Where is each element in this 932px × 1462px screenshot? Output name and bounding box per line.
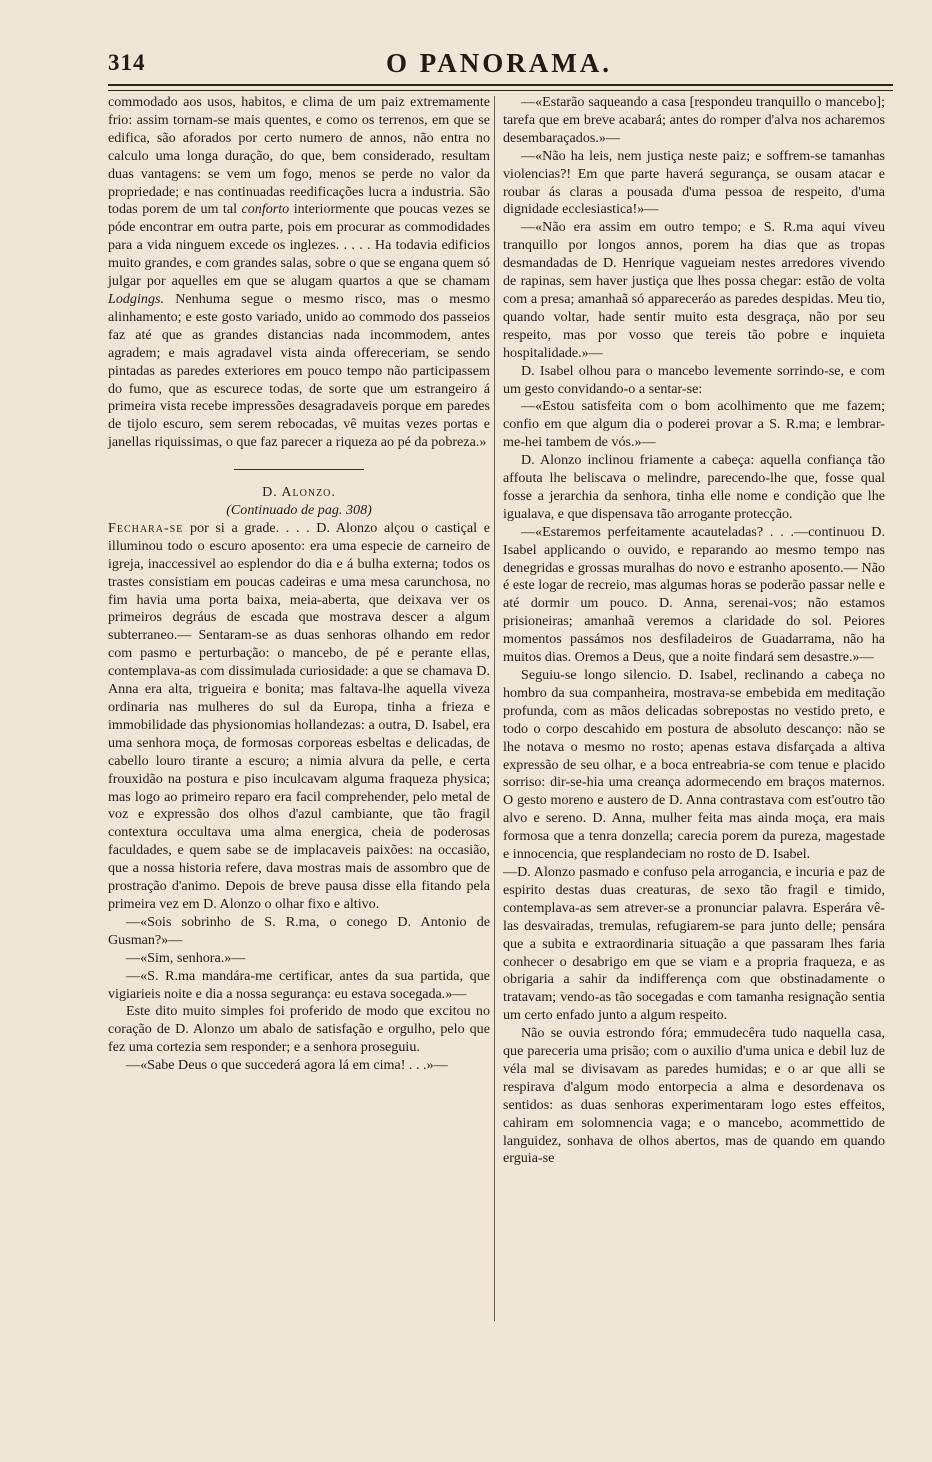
paragraph: —«Estou satisfeita com o bom acolhimento que me fazem; confio em que algum dia o poderei provar a S. R.ma; e lembrar-me-hei tambem de vós.»—	[503, 398, 885, 451]
paragraph: —«Estaremos perfeitamente acauteladas? . . .—continuou D. Isabel applicando o ouvido, e reparando ao mesmo tempo nas denegridas e grossas muralhas do novo e estranho aposento.— Não é este logar de recreio, mas algumas horas se poderão passar nelle e até dormir um pouco. D. Anna, serenai-vos; não estamos prisioneiras; amanhaã veremos a claridade do sol. Peiores momentos passámos nos desfiladeiros de Guadarrama, não ha muitos dias. Oremos a Deus, que a noite findará sem desastre.»—	[503, 523, 885, 666]
paragraph: —«Não ha leis, nem justiça neste paiz; e soffrem-se tamanhas violencias?! Em que parte haverá segurança, se ousam atacar e roubar ás claras a pousada d'uma pessoa de respeito, d'uma dignidade ecclesiastica!»—	[503, 147, 885, 218]
italic-word: Lodgings.	[108, 290, 164, 307]
column-divider	[494, 96, 495, 1321]
section-subtitle: (Continuado de pag. 308)	[226, 502, 372, 519]
paragraph: D. Alonzo inclinou friamente a cabeça: aquella confiança tão affouta lhe beliscava o melindre, parecendo-lhe que, fosse qual fosse a jerarchia da senhora, tinha elle nome e condição que lhe igualava, e que dispensava tão arrogante protecção.	[503, 452, 885, 522]
paragraph: —«S. R.ma mandára-me certificar, antes da sua partida, que vigiarieis noite e dia a nossa segurança: eu estava socegada.»—	[108, 967, 490, 1002]
paragraph: D. Isabel olhou para o mancebo levemente sorrindo-se, e com um gesto convidando-o a sentar-se:	[503, 362, 885, 397]
paragraph: —«Sim, senhora.»—	[126, 949, 246, 966]
paragraph: —«Não era assim em outro tempo; e S. R.ma aqui viveu tranquillo por longos annos, porem ha dias que as tropas desmandadas de D. Henrique vagueiam nestes arredores vivendo de rapinas, sem haver justiça que lhes possa chegar: estão de volta com a presa; amanhaã só appareceráo as paredes despidas. Meu tio, quando voltar, hade sentir muito esta desgraça, não por seu respeito, mas por vosso que tereis tão pobre e inquieta hospitalidade.»—	[503, 219, 885, 361]
header-rule	[108, 84, 893, 91]
section-title: D. Alonzo.	[262, 485, 336, 501]
paragraph: —«Estarão saqueando a casa [respondeu tranquillo o mancebo]; tarefa que em breve acabará; antes do romper d'alva nos acharemos desembaraçados.»—	[503, 94, 885, 146]
right-column	[503, 94, 885, 1168]
paragraph-continuation: commodado aos usos, habitos, e clima de um paiz extremamente frio: assim tornam-se mais quentes, e como os terrenos, em que se edifica, são aforados por certo numero de annos, não entra no calculo uma longa duração, do que, bem considerado, resultam duas vantagens: se vem um fogo, menos se perde no valor da propriedade; e nas continuadas reedificações lucra a industria. São todas porem de um tal conforto interiormente que poucas vezes se póde encontrar em outra parte, pois em procurar as commodidades para a vida ninguem excede os inglezes. . . . . Ha todavia edificios muito grandes, e com grandes salas, sobre o que se engana quem só julgar por aquelles em que se alugam quartos a que se chamam Lodgings. Nenhuma segue o mesmo risco, mas o mesmo alinhamento; e este gosto variado, unido ao commodo dos passeios faz até que as grandes distancias nada incommodem, antes agradem; e mais agradavel vista ainda offereceriam, se sendo pintadas as paredes exteriores em pouco tempo não participassem do fumo, que as escurece todas, de sorte que um estrangeiro á primeira vista recebe impressões desagradaveis porque em paredes de tijolo escuro, sem serem rebocadas, vê muitas vezes portas e janellas riquissimas, o que faz parecer a riqueza ao pé da pobreza.»	[108, 94, 490, 451]
paragraph: Fechara-se por si a grade. . . . D. Alonzo alçou o castiçal e illuminou todo o escuro aposento: era uma especie de carneiro de igreja, inaccessivel ao esplendor do dia e á bulha externa; todos os trastes consistiam em poucas cadeiras e uma mesa carunchosa, no fim havia uma porta baixa, meia-aberta, que deixava ver os primeiros degráus de escada que mostrava descer a algum subterraneo.— Sentaram-se as duas senhoras olhando em redor com pasmo e perturbação: o mancebo, de pé e perante ellas, contemplava-as com dissimulada curiosidade: a que se chamava D. Anna era alta, trigueira e bonita; mas faltava-lhe aquella viveza ordinaria nas mulheres do sul da Europa, tinha a frieza e immobilidade das physionomias hollandezas: a outra, D. Isabel, era uma senhora moça, de formosas corporeas esbeltas e delicadas, de cabello louro tirante a escuro; a nimia alvura da pelle, e certa frouxidão na postura e piso inculcavam alguma fraqueza physica; mas logo ao primeiro reparo era facil comprehender, pelo metal de voz e expressão dos olhos d'azul cambiante, que tão fragil contextura occultava uma alma energica, cheia de poderosas faculdades, e quem sabe se de implacaveis paixões: na occasião, que a nossa historia refere, dava mostras mais de assombro que de prostração d'animo. Depois de breve pausa disse ella fitando pela primeira vez em D. Alonzo o olhar fixo e altivo.	[108, 519, 490, 912]
journal-title: O PANORAMA.	[386, 48, 612, 78]
paragraph: —D. Alonzo pasmado e confuso pela arrogancia, e incuria e paz de espirito destas duas creaturas, de sexo tão fragil e timido, contemplava-as sem atrever-se a pronunciar palavra. Esperára vê-las desvairadas, tremulas, refugiarem-se para junto delle; pensára que a subita e extraordinaria situação a que passaram lhes faria conhecer o desabrigo em que se viam e a propria fraqueza, e as obrigaria a sahir da indifferença com que obstinadamente o tratavam; vendo-as tão socegadas e com tamanha resignação sentia um certo enfado junto a algum respeito.	[503, 863, 885, 1024]
paragraph: Este dito muito simples foi proferido de modo que excitou no coração de D. Alonzo um abalo de satisfação e orgulho, pelo que fez uma cortezia sem responder; e a senhora proseguiu.	[108, 1003, 490, 1056]
section-divider	[234, 469, 364, 470]
page-header	[108, 48, 890, 82]
paragraph: —«Sois sobrinho de S. R.ma, o conego D. Antonio de Gusman?»—	[108, 913, 490, 948]
paragraph: —«Sabe Deus o que succederá agora lá em cima! . . .»—	[126, 1057, 448, 1074]
italic-word: conforto	[241, 201, 290, 218]
left-column	[108, 94, 490, 1075]
lead-word: Fechara-se	[108, 519, 184, 536]
paragraph: Não se ouvia estrondo fóra; emmudecêra tudo naquella casa, que pareceria uma prisão; com o auxilio d'uma unica e debil luz de véla mal se divisavam as paredes humidas; e o ar que alli se respirava d'algum modo entorpecia a alma e desordenava os sentidos: as duas senhoras experimentaram logo estes effeitos, cahiram em solomnencia vaga; e o mancebo, acommettido de languidez, sonhava de olhos abertos, mas de quando em quando erguia-se	[503, 1025, 885, 1167]
page-number: 314	[108, 50, 146, 75]
paragraph: Seguiu-se longo silencio. D. Isabel, reclinando a cabeça no hombro da sua companheira, mostrava-se embebida em meditação profunda, com as mãos delicadas sobrepostas no vestido preto, e todo o corpo descahido em postura de absoluto descanço: não se lhe notava o mesmo no rosto; apenas estava disfarçada a altiva expressão de seu olhar, e a boca entreabria-se com tenue e placido sorriso: dir-se-hia uma creança adormecendo em braços maternos. O gesto moreno e austero de D. Anna contrastava com est'outro tão alvo e sereno. D. Anna, mulher feita mas ainda moça, era mais formosa que a tenra donzella; carecia porem da pureza, magestade e innocencia, que resplandeciam no rosto de D. Isabel.	[503, 667, 885, 863]
